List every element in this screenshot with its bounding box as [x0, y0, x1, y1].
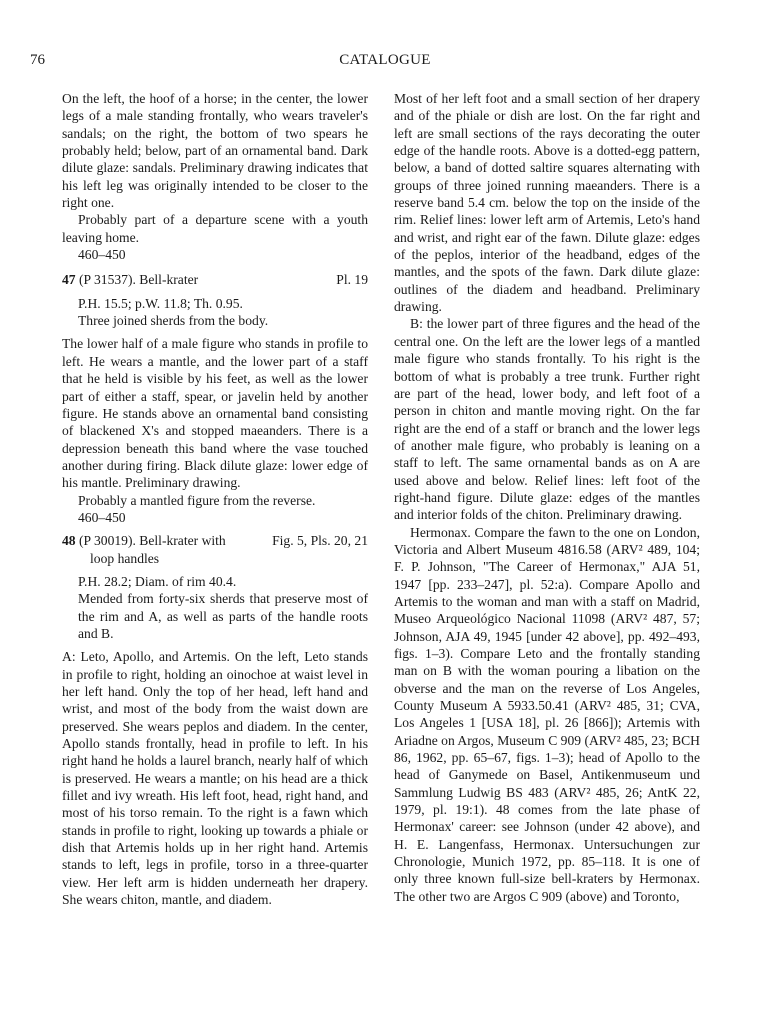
entry-number: 48	[62, 533, 76, 549]
entry-inventory-cont: loop handles	[90, 550, 160, 566]
page-header	[30, 52, 740, 76]
date-range: 460–450	[78, 509, 126, 525]
paragraph: Probably part of a departure scene with a youth leaving home.	[62, 212, 368, 245]
entry-inventory: (P 31537). Bell-krater	[79, 272, 199, 288]
side-a-description: A: Leto, Apollo, and Artemis. On the left, Leto stands in profile to right, holding an oinochoe at waist level in her left hand. Only the top of her head, left hand and wrist, and most of the body from the waist down are preserved. She wears peplos and diadem. In the center, Apollo stands frontally, head in profile to left. In his right hand he holds a laurel branch, nearly half of which is preserved. He wears a mantle; on his head are a thick fillet and ivy wreath. His left foot, head, right hand, and most of his torso remain. To the right is a fawn which stands in profile to right, looking up towards a phiale or dish that Artemis holds up in her right hand. Artemis stands to left, legs in profile, torso in a three-quarter view. Her left arm is hidden underneath her drapery. She wears chiton, mantle, and diadem.	[62, 649, 368, 908]
page-number: 76	[30, 52, 45, 68]
condition: Three joined sherds from the body.	[78, 313, 269, 329]
note: Probably a mantled figure from the reverse.	[78, 492, 316, 508]
plate-reference: Pl. 19	[336, 272, 368, 288]
right-column	[394, 90, 700, 905]
date-range: 460–450	[78, 247, 126, 263]
paragraph: Most of her left foot and a small section of her drapery and of the phiale or dish are lost. On the far right and left are small sections of the rays decorating the outer edge of the handle roots. Above is a dotted-egg pattern, below, a band of dotted saltire squares alternating with groups of three joined running maeanders. There is a reserve band 5.4 cm. below the top on the inside of the rim. Relief lines: lower left arm of Artemis, Leto's hand and wrist, and right ear of the fawn. Dilute glaze: edges of the peplos, interior of the headband, edges of the mantles, and the spots of the fawn. Dark dilute glaze: outlines of the diadem and headband. Preliminary drawing.	[394, 91, 700, 315]
entry-48-heading	[62, 532, 368, 567]
dimensions: P.H. 15.5; p.W. 11.8; Th. 0.95.	[78, 295, 243, 311]
commentary: Hermonax. Compare the fawn to the one on London, Victoria and Albert Museum 4816.58 (ARV² 489, 104; F. P. Johnson, "The Career of Hermonax," AJA 51, 1947 [pp. 233–247], pl. 52:a). Compare Apollo and Artemis to the woman and man with a staff on Madrid, Museo Arqueológico Nacional 11098 (ARV² 487, 57; Johnson, AJA 49, 1945 [under 42 above], pp. 492–493, figs. 1–3). Compare Leto and the frontally standing man on B with the woman pouring a libation on the obverse and the man on the reverse of Los Angeles, County Museum A 5933.50.41 (ARV² 485, 31; CVA, Los Angeles 1 [USA 18], pl. 26 [866]); Artemis with Ariadne on Argos, Museum C 909 (ARV² 485, 23; BCH 86, 1962, pp. 65–67, figs. 1–3); head of Apollo to the head of Ganymede on Basel, Antikenmuseum und Sammlung Ludwig BS 483 (ARV² 485, 26; AntK 22, 1979, pl. 19:1). 48 comes from the late phase of Hermonax' career: see Johnson (under 42 above), and H. E. Langenfass, Hermonax. Untersuchungen zur Chronologie, Munich 1972, pp. 85–118. It is one of only three known full-size bell-kraters by Hermonax. The other two are Argos C 909 (above) and Toronto,	[394, 524, 700, 904]
left-column	[62, 90, 368, 908]
description: The lower half of a male figure who stands in profile to left. He wears a mantle, and the lower part of a staff that he held is visible by his feet, as well as the lower part of either a staff, spear, or javelin held by another figure. He stands above an ornamental band consisting of blackened X's and stopped maeanders. There is a depression beneath this band where the vase touched another during firing. Black dilute glaze: lower edge of his mantle. Preliminary drawing.	[62, 336, 368, 491]
figure-plate-reference: Fig. 5, Pls. 20, 21	[272, 533, 368, 549]
entry-inventory: (P 30019). Bell-krater with	[79, 533, 226, 549]
running-title: CATALOGUE	[339, 52, 431, 68]
condition: Mended from forty-six sherds that preserve most of the rim and A, as well as parts of the handle roots and B.	[78, 591, 368, 641]
paragraph: On the left, the hoof of a horse; in the center, the lower legs of a male standing frontally, who wears traveler's sandals; on the right, the bottom of two spears he probably held; below, part of an ornamental band. Dark dilute glaze: sandals. Preliminary drawing indicates that his left leg was originally intended to be closer to the right one.	[62, 91, 368, 211]
dimensions: P.H. 28.2; Diam. of rim 40.4.	[78, 573, 237, 589]
side-b-description: B: the lower part of three figures and the head of the central one. On the left are the lower legs of a mantled male figure who stands frontally. To his right is the bottom of what is probably a tree trunk. Further right are part of the head, lower body, and left foot of a person in chiton and mantle moving right. On the far right are the end of a staff or branch and the lower legs of another male figure, who probably is leaning on a staff to left. The same ornamental bands as on A are used above and below. Relief lines: left foot of the right-hand figure. Dilute glaze: edges of the mantles and interior folds of the chiton. Preliminary drawing.	[394, 316, 700, 523]
entry-number: 47	[62, 272, 76, 288]
entry-47-heading	[62, 271, 368, 288]
